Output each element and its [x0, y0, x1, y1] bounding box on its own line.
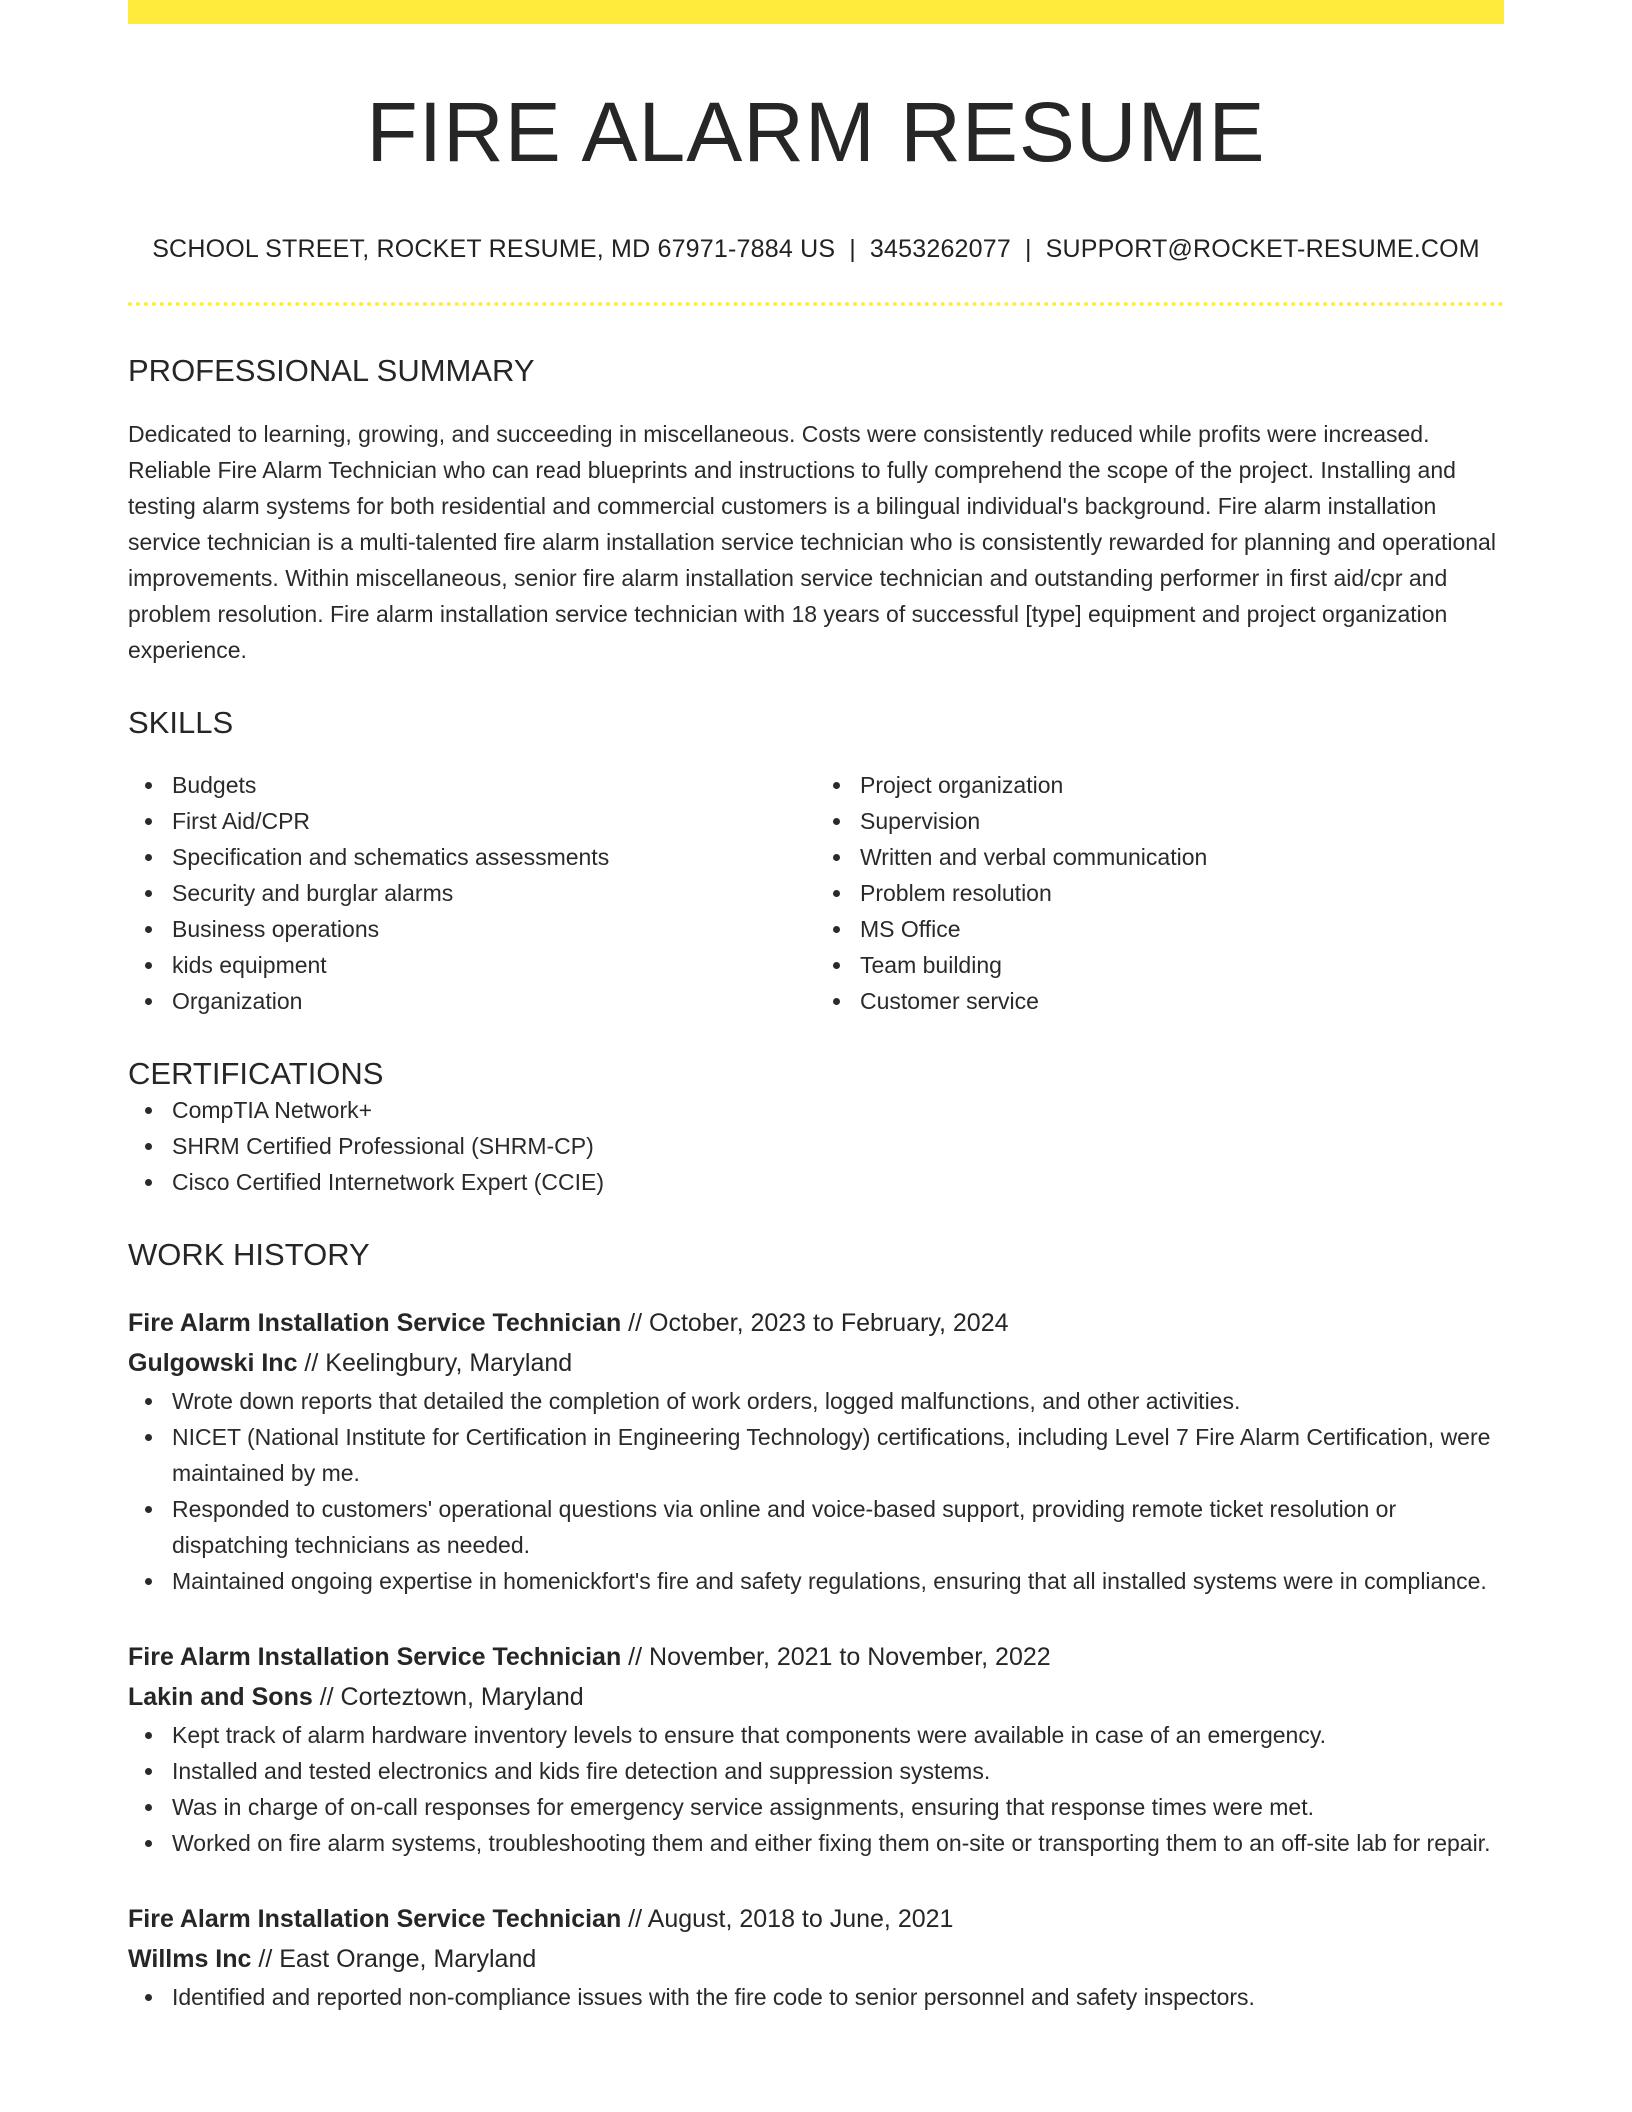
job-title-line: [128, 1637, 1504, 1677]
contact-separator: |: [849, 235, 856, 264]
summary-text: Dedicated to learning, growing, and succeeding in miscellaneous. Costs were consistently reduced while profits were increased. Reliable Fire Alarm Technician who can read blueprints and instructions to fully comprehend the scope of the project. Installing and testing alarm systems for both residential and commercial customers is a bilingual individual's background. Fire alarm installation service technician is a multi-talented fire alarm installation service technician who is consistently rewarded for planning and operational improvements. Within miscellaneous, senior fire alarm installation service technician and outstanding performer in first aid/cpr and problem resolution. Fire alarm installation service technician with 18 years of successful [type] equipment and project organization experience.: [128, 420, 1496, 663]
job-title-line: [128, 1303, 1504, 1343]
job-entry: [128, 1303, 1504, 1599]
job-dates: // October, 2023 to February, 2024: [621, 1309, 1009, 1338]
job-duty-item: Responded to customers' operational questions via online and voice-based support, providing remote ticket resolution or dispatching technicians as needed.: [128, 1491, 1504, 1563]
skill-item: Team building: [816, 947, 1504, 983]
skill-item: Organization: [128, 983, 816, 1019]
contact-line: [128, 234, 1504, 264]
certification-item: CompTIA Network+: [128, 1092, 1504, 1128]
skill-item: Written and verbal communication: [816, 839, 1504, 875]
job-list: [128, 1303, 1504, 2015]
skill-item: Project organization: [816, 767, 1504, 803]
section-title-skills: SKILLS: [128, 704, 234, 740]
section-title-summary: PROFESSIONAL SUMMARY: [128, 353, 535, 389]
skills-section: [128, 704, 1504, 1019]
contact-email: SUPPORT@ROCKET-RESUME.COM: [1045, 235, 1480, 264]
job-dates: // November, 2021 to November, 2022: [621, 1643, 1051, 1672]
section-title-work-history: WORK HISTORY: [128, 1236, 370, 1272]
job-role: Fire Alarm Installation Service Technician: [128, 1309, 622, 1338]
resume-content: [128, 0, 1504, 2015]
skill-item: Customer service: [816, 983, 1504, 1019]
job-entry: [128, 1899, 1504, 2015]
job-dates: // August, 2018 to June, 2021: [621, 1905, 954, 1934]
skills-list-left: [128, 767, 816, 1019]
job-duty-item: Kept track of alarm hardware inventory levels to ensure that components were available in case of an emergency.: [128, 1717, 1504, 1753]
skill-item: Security and burglar alarms: [128, 875, 816, 911]
certifications-section: [128, 1055, 1504, 1200]
contact-separator: |: [1024, 235, 1032, 264]
job-duty-item: Maintained ongoing expertise in homenickfort's fire and safety regulations, ensuring that all installed systems were in compliance.: [128, 1563, 1504, 1599]
certification-item: SHRM Certified Professional (SHRM-CP): [128, 1128, 1504, 1164]
job-duty-item: NICET (National Institute for Certification in Engineering Technology) certifications, including Level 7 Fire Alarm Certification, were maintained by me.: [128, 1419, 1504, 1491]
section-title-certifications: CERTIFICATIONS: [128, 1055, 384, 1091]
skills-list-right: [816, 767, 1504, 1019]
job-duty-item: Wrote down reports that detailed the completion of work orders, logged malfunctions, and other activities.: [128, 1383, 1504, 1419]
skill-item: Budgets: [128, 767, 816, 803]
contact-address: SCHOOL STREET, ROCKET RESUME, MD 67971-7884 US: [152, 235, 836, 264]
skills-columns: [128, 767, 1504, 1019]
job-location: // East Orange, Maryland: [251, 1945, 537, 1974]
certifications-list: [128, 1092, 1504, 1200]
job-title-line: [128, 1899, 1504, 1939]
skill-item: Problem resolution: [816, 875, 1504, 911]
accent-bar: [128, 0, 1504, 24]
job-duty-item: Installed and tested electronics and kids fire detection and suppression systems.: [128, 1753, 1504, 1789]
job-duty-item: Identified and reported non-compliance issues with the fire code to senior personnel and safety inspectors.: [128, 1979, 1504, 2015]
skill-item: Specification and schematics assessments: [128, 839, 816, 875]
skill-item: Business operations: [128, 911, 816, 947]
job-role: Fire Alarm Installation Service Technician: [128, 1643, 622, 1672]
resume-title: FIRE ALARM RESUME: [366, 85, 1266, 179]
dotted-divider: [128, 302, 1504, 306]
job-location: // Corteztown, Maryland: [312, 1683, 584, 1712]
job-company: Willms Inc: [128, 1945, 252, 1974]
skill-item: MS Office: [816, 911, 1504, 947]
job-company-line: [128, 1343, 1504, 1383]
job-company-line: [128, 1939, 1504, 1979]
job-duty-item: Was in charge of on-call responses for emergency service assignments, ensuring that response times were met.: [128, 1789, 1504, 1825]
work-history-section: [128, 1236, 1504, 2015]
job-duties-list: [128, 1979, 1504, 2015]
job-company-line: [128, 1677, 1504, 1717]
job-company: Gulgowski Inc: [128, 1349, 298, 1378]
certification-item: Cisco Certified Internetwork Expert (CCIE): [128, 1164, 1504, 1200]
summary-section: [128, 352, 1504, 667]
job-entry: [128, 1637, 1504, 1861]
job-role: Fire Alarm Installation Service Technician: [128, 1905, 622, 1934]
skill-item: Supervision: [816, 803, 1504, 839]
skill-item: First Aid/CPR: [128, 803, 816, 839]
job-duties-list: [128, 1383, 1504, 1599]
job-duties-list: [128, 1717, 1504, 1861]
job-location: // Keelingbury, Maryland: [297, 1349, 573, 1378]
contact-phone: 3453262077: [869, 235, 1011, 264]
job-company: Lakin and Sons: [128, 1683, 313, 1712]
job-duty-item: Worked on fire alarm systems, troubleshooting them and either fixing them on-site or transporting them to an off-site lab for repair.: [128, 1825, 1504, 1861]
skill-item: kids equipment: [128, 947, 816, 983]
